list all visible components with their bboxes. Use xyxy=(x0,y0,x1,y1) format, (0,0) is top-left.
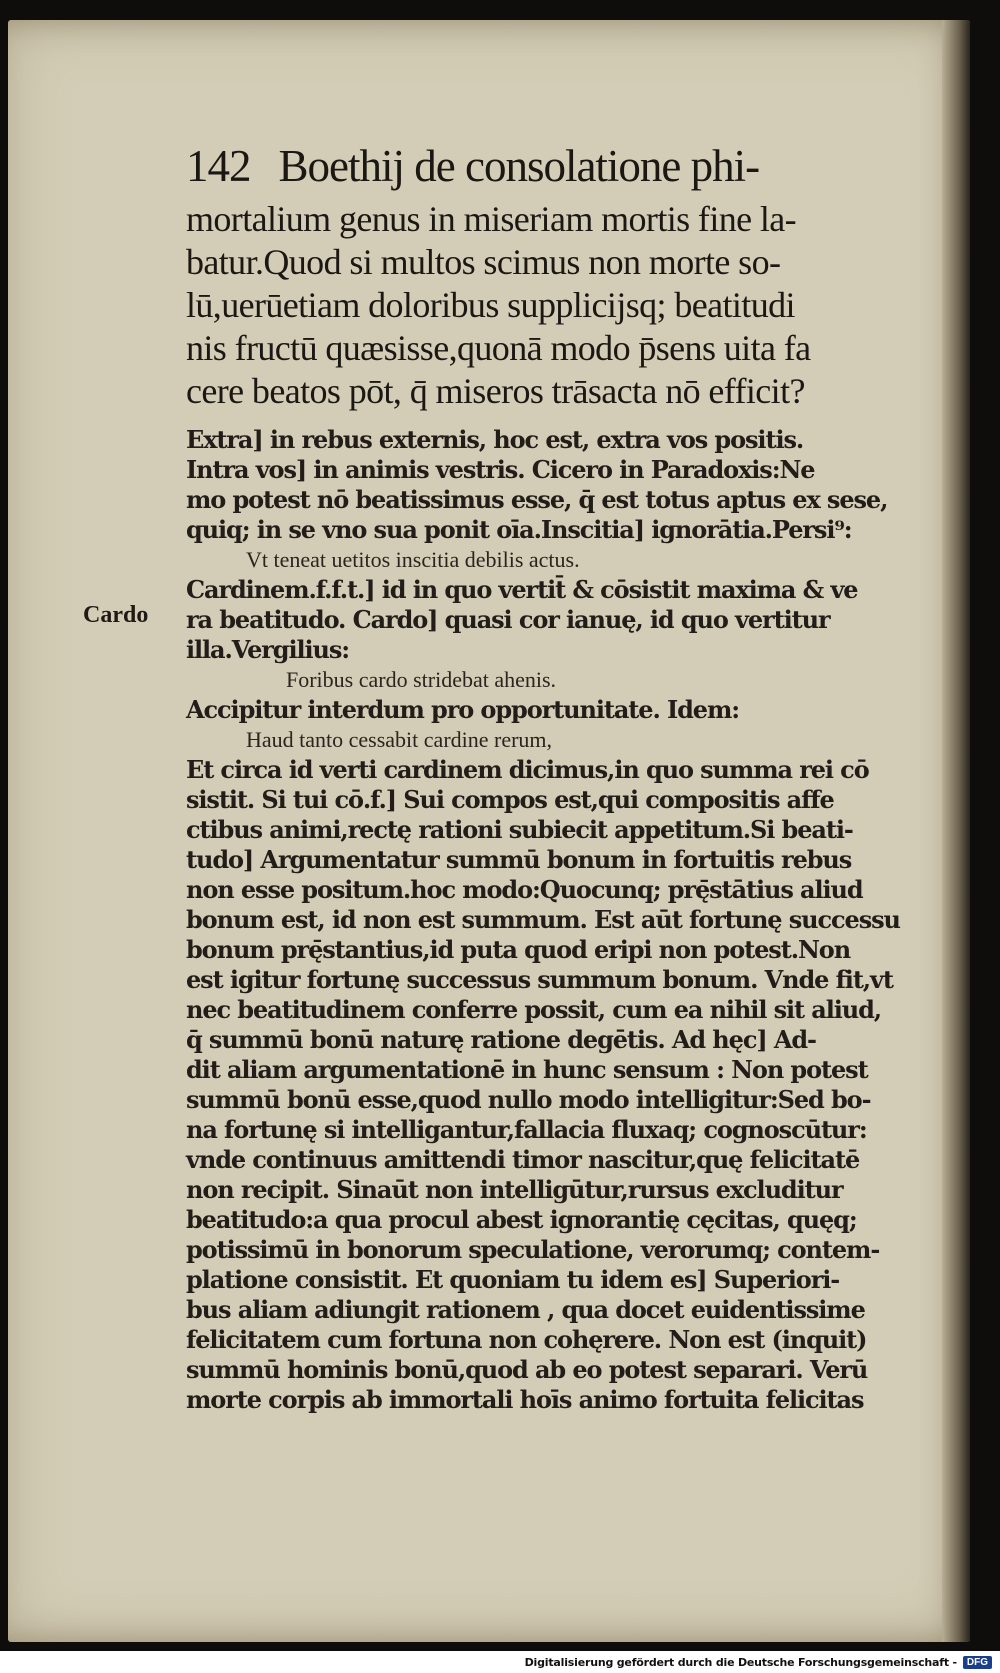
commentary-line: felicitatem cum fortuna non cohęrere. Non est (inquit) xyxy=(186,1325,867,1354)
commentary-line: bonum prę̄stantius,id puta quod eripi non potest.Non xyxy=(186,935,851,964)
running-head xyxy=(186,138,926,194)
commentary-text xyxy=(186,425,926,1415)
commentary-line: non esse positum.hoc modo:Quocunq; prę̄stātius aliud xyxy=(186,875,863,904)
commentary-line: est igitur fortunę successus summum bonum. Vnde fit,vt xyxy=(186,965,893,994)
commentary-line: non recipit. Sinaūt non intelligūtur,rursus excluditur xyxy=(186,1175,843,1204)
main-text-line: lū,uerūetiam doloribus supplicijsq; beatitudi xyxy=(186,285,795,325)
commentary-line: nec beatitudinem conferre possit, cum ea nihil sit aliud, xyxy=(186,995,882,1024)
commentary-line: bus aliam adiungit rationem , qua docet euidentissime xyxy=(186,1295,865,1324)
commentary-line: dit aliam argumentationē in hunc sensum : Non potest xyxy=(186,1055,868,1084)
verse-quote: Foribus cardo stridebat ahenis. xyxy=(286,667,557,692)
commentary-line: morte corpis ab immortali hoīs animo fortuita felicitas xyxy=(186,1385,864,1414)
commentary-line: mo potest nō beatissimus esse, q̄ est totus aptus ex sese, xyxy=(186,485,888,514)
folio-number: 142 xyxy=(186,141,251,191)
verse-quote: Vt teneat uetitos inscitia debilis actus. xyxy=(246,547,580,572)
commentary-line: tudo] Argumentatur summū bonum in fortuitis rebus xyxy=(186,845,852,874)
commentary-line: Extra] in rebus externis, hoc est, extra vos positis. xyxy=(186,425,804,454)
commentary-line: Cardinem.f.f.t.] id in quo vertit̄ & cōsistit maxima & ve xyxy=(186,575,858,604)
footer-credit: Digitalisierung gefördert durch die Deutsche Forschungsgemeinschaft - xyxy=(524,1655,957,1669)
book-page xyxy=(8,20,970,1642)
commentary-line: vnde continuus amittendi timor nascitur,quę felicitatē xyxy=(186,1145,860,1174)
commentary-line: beatitudo:a qua procul abest ignorantię cęcitas, quęq; xyxy=(186,1205,857,1234)
page-edge-shadow xyxy=(942,20,970,1642)
commentary-line: Intra vos] in animis vestris. Cicero in Paradoxis:Ne xyxy=(186,455,815,484)
commentary-line: summū hominis bonū,quod ab eo potest separari. Verū xyxy=(186,1355,868,1384)
main-text-line: batur.Quod si multos scimus non morte so- xyxy=(186,242,781,282)
verse-quote: Haud tanto cessabit cardine rerum, xyxy=(246,727,553,752)
dfg-logo: DFG xyxy=(963,1656,992,1669)
main-text-line: cere beatos pōt, q̄ miseros trāsacta nō efficit? xyxy=(186,371,805,411)
commentary-line: ra beatitudo. Cardo] quasi cor ianuę, id quo vertitur xyxy=(186,605,830,634)
commentary-line: q̄ summū bonū naturę ratione degētis. Ad hęc] Ad- xyxy=(186,1025,816,1054)
main-text-line: nis fructū quæsisse,quonā modo p̄sens uita fa xyxy=(186,328,811,368)
commentary-line: ctibus animi,rectę rationi subiecit appetitum.Si beati- xyxy=(186,815,853,844)
commentary-line: potissimū in bonorum speculatione, verorumq; contem- xyxy=(186,1235,880,1264)
main-text-line: mortalium genus in miseriam mortis fine la- xyxy=(186,199,797,239)
footer-bar xyxy=(0,1651,1000,1673)
commentary-line: bonum est, id non est summum. Est aūt fortunę successu xyxy=(186,905,900,934)
commentary-line: na fortunę si intelligantur,fallacia fluxaq; cognoscūtur: xyxy=(186,1115,867,1144)
commentary-line: Et circa id verti cardinem dicimus,in quo summa rei cō xyxy=(186,755,869,784)
commentary-line: quiq; in se vno sua ponit oīa.Inscitia] ignorātia.Persi⁹: xyxy=(186,515,852,544)
commentary-line: sistit. Si tui cō.f.] Sui compos est,qui compositis affe xyxy=(186,785,834,814)
commentary-line: summū bonū esse,quod nullo modo intelligitur:Sed bo- xyxy=(186,1085,871,1114)
running-title: Boethij de consolatione phi- xyxy=(278,141,760,191)
commentary-line: platione consistit. Et quoniam tu idem es] Superiori- xyxy=(186,1265,840,1294)
commentary-line: illa.Vergilius: xyxy=(186,635,350,664)
main-text xyxy=(186,198,926,413)
commentary-line: Accipitur interdum pro opportunitate. Idem: xyxy=(186,695,739,724)
margin-note: Cardo xyxy=(83,602,149,628)
text-block xyxy=(186,138,926,1415)
